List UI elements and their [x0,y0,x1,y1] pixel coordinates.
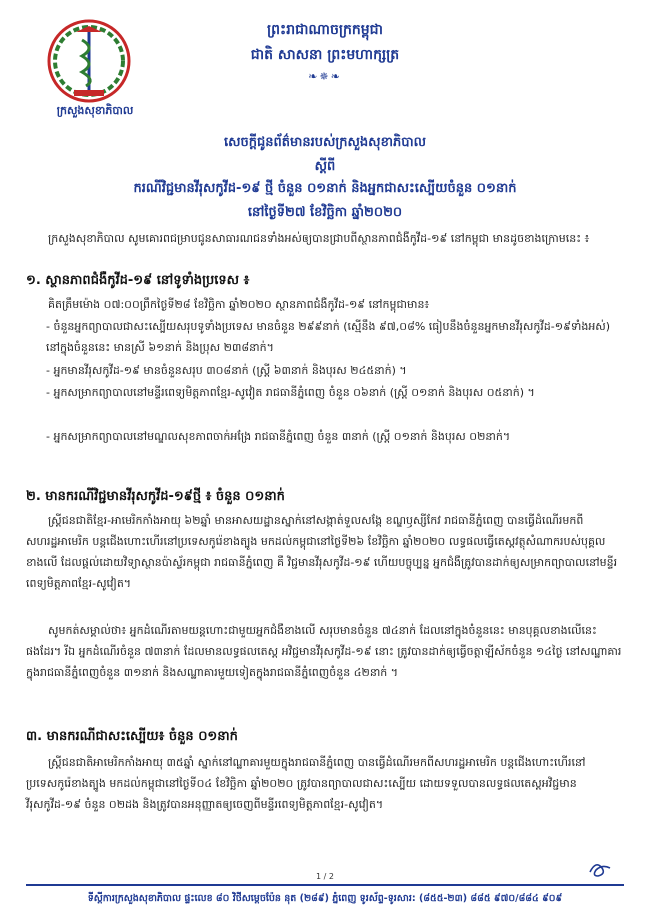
page-number: 1 / 2 [316,872,334,881]
ministry-of-health-logo [46,18,132,104]
section-2-heading: ២. មានករណីវិជ្ជមានវីរុសកូវីដ-១៩ថ្មី ៖ ចំនួន ០១នាក់ [26,489,285,504]
section-2-paragraph-2: សូមកត់សម្គាល់ថា៖ អ្នកដំណើរតាមយន្តហោះជាមួយអ្នកជំងឺខាងលើ សរុបមានចំនួន ៧៤នាក់ ដែលនៅក្នុងចំនួននេះ មានបុគ្គលខាងលើនេះផងដែរ។ រីឯ អ្នកដំណើរចំនួន ៧៣នាក់ ដែលមានលទ្ធផលតេស្ត អវិជ្ជមានវីរុសកូវីដ-១៩ នោះ ត្រូវបានដាក់ឲ្យធ្វើចត្តាឡីស័កចំនួន ១៤ថ្ងៃ នៅសណ្ឋាគារក្នុងរាជធានីភ្នំពេញចំនួន ៣១នាក់ និងសណ្ឋាគារមួយទៀតក្នុងរាជធានីភ្នំពេញចំនួន ៤២នាក់ ។ [26,624,622,679]
initials-signature [586,858,614,880]
title-line-3: ករណីវិជ្ជមានវីរុសកូវីដ-១៩ ថ្មី ចំនួន ០១នាក់ និងអ្នកជាសះស្បើយចំនួន ០១នាក់ [133,181,517,196]
section-2-paragraph-1: ស្ត្រីជនជាតិខ្មែរ-អាមេរិកកាំងអាយុ ៦២ឆ្នាំ មានអាសយដ្ឋានស្នាក់នៅសង្កាត់ទួលសង្កែ ខណ្ឌឫស្សីកែវ រាជធានីភ្នំពេញ បានធ្វើដំណើរមកពីសហរដ្ឋអាមេរិក បន្តជើងហោះហើរនៅប្រទេសកូរ៉េខាងត្បូង មកដល់កម្ពុជានៅថ្ងៃទី២៦ ខែវិច្ឆិកា ឆ្នាំ២០២០ លទ្ធផលធ្វើតេស្តវត្ថុសំណាករបស់បុគ្គលខាងលើ ដែលផ្តល់ដោយវិទ្យាស្ថានប៉ាស្ទ័រកម្ពុជា រាជធានីភ្នំពេញ គឺ វិជ្ជមានវីរុសកូវីដ-១៩ ហើយបច្ចុប្បន្ន អ្នកជំងឺត្រូវបានដាក់ឲ្យសម្រាកព្យាបាលនៅមន្ទីរពេទ្យមិត្តភាពខ្មែរ-សូវៀត។ [26,514,618,590]
section-3-heading: ៣. មានករណីជាសះស្បើយ៖ ចំនួន ០១នាក់ [26,729,238,744]
national-motto: ជាតិ សាសនា ព្រះមហាក្សត្រ [250,47,400,63]
footer-address: ទីស្តីការក្រសួងសុខាភិបាល ផ្ទះលេខ ៨០ វិថីសម្តេចប៉ែន នុត (២៨៩) ភ្នំពេញ ទូរស័ព្ទ-ទូរសារ: (៨៥៥-២៣) ៨៨៥ ៩៧០/៨៨៤ ៩០៩ [87,893,563,904]
section-1-heading: ១. ស្ថានភាពជំងឺកូវីដ-១៩ នៅទូទាំងប្រទេស ៖ [26,273,250,288]
ornament-divider: ❧✵❧ [308,70,342,83]
section-1-bullet-3: - អ្នកសម្រាកព្យាបាលនៅមន្ទីរពេទ្យមិត្តភាពខ្មែរ-សូវៀត រាជធានីភ្នំពេញ ចំនួន ០៦នាក់ (ស្ត្រី ០១នាក់ និងបុរស ០៥នាក់) ។ [46,386,535,399]
section-3-paragraph-1: ស្ត្រីជនជាតិអាមេរិកកាំងអាយុ ៣៥ឆ្នាំ ស្នាក់នៅណ្ឋាគារមួយក្នុងរាជធានីភ្នំពេញ បានធ្វើដំណើរមកពីសហរដ្ឋអាមេរិក បន្តជើងហោះហើរនៅប្រទេសកូរ៉េខាងត្បូង មកដល់កម្ពុជានៅថ្ងៃទី០៤ ខែវិច្ឆិកា ឆ្នាំ២០២០ ត្រូវបានព្យាបាលជាសះស្បើយ ដោយទទួលបានលទ្ធផលតេស្តអវិជ្ជមានវីរុសកូវីដ-១៩ ចំនួន ០២ដង និងត្រូវបានអនុញ្ញាតឲ្យចេញពីមន្ទីរពេទ្យមិត្តភាពខ្មែរ-សូវៀត។ [26,756,586,811]
ministry-label: ក្រសួងសុខាភិបាល [56,104,134,117]
title-line-2: ស្តីពី [314,159,336,174]
title-line-4: នៅថ្ងៃទី២៧ ខែវិច្ឆិកា ឆ្នាំ២០២០ [247,205,403,220]
section-1-bullet-4: - អ្នកសម្រាកព្យាបាលនៅមណ្ឌលសុខភាពចាក់អង្រែ រាជធានីភ្នំពេញ ចំនួន ៣នាក់ (ស្ត្រី ០១នាក់ និងបុរស ០២នាក់។ [46,430,511,443]
footer-divider [26,884,624,886]
section-1-lead: គិតត្រឹមម៉ោង ០៧:០០ព្រឹកថ្ងៃទី២៨ ខែវិច្ឆិកា ឆ្នាំ២០២០ ស្ថានភាពជំងឺកូវីដ-១៩ នៅកម្ពុជាមាន៖ [48,298,430,311]
title-line-1: សេចក្តីជូនព័ត៌មានរបស់ក្រសួងសុខាភិបាល [224,135,426,150]
intro-paragraph: ក្រសួងសុខាភិបាល សូមគោរពជម្រាបជូនសាធារណជនទាំងអស់ឲ្យបានជ្រាបពីស្ថានភាពជំងឺកូវីដ-១៩ នៅកម្ពុជា មានដូចខាងក្រោមនេះ ៖ [48,232,590,245]
section-1-bullet-1: - ចំនួនអ្នកព្យាបាលជាសះស្បើយសរុបទូទាំងប្រទេស មានចំនួន ២៩៩នាក់ (ស្មើនឹង ៩៧,០៨% ធៀបនឹងចំនួនអ្នកមានវីរុសកូវីដ-១៩ទាំងអស់) នៅក្នុងចំនួននេះ មានស្រី ៦១នាក់ និងប្រុស ២៣៨នាក់។ [46,320,611,354]
kingdom-name: ព្រះរាជាណាចក្រកម្ពុជា [266,22,383,38]
section-1-bullet-2: - អ្នកមានវីរុសកូវីដ-១៩ មានចំនួនសរុប ៣០៨នាក់ (ស្ត្រី ៦៣នាក់ និងបុរស ២៤៥នាក់) ។ [46,364,407,377]
